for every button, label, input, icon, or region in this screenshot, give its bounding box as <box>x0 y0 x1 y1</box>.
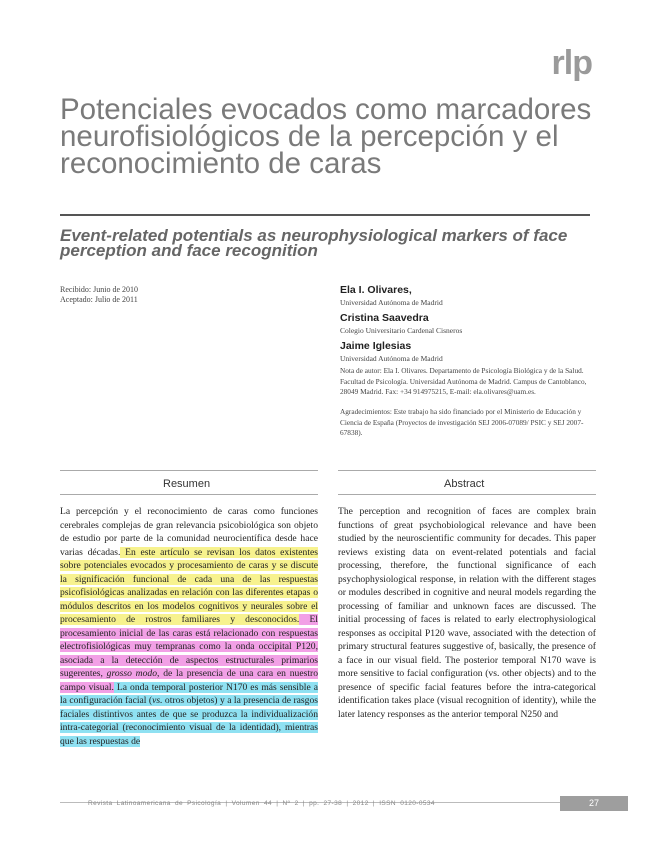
section-rule-bottom <box>60 494 318 495</box>
submission-dates <box>60 285 138 305</box>
title-divider <box>60 214 590 216</box>
author-affiliation: Universidad Autónoma de Madrid <box>340 298 443 307</box>
article-title-en: Event-related potentials as neurophysiological markers of face perception and face recognition <box>60 226 568 260</box>
author-name: Cristina Saavedra <box>340 312 429 324</box>
author-name: Jaime Iglesias <box>340 340 412 352</box>
abstract-heading: Abstract <box>444 478 485 490</box>
section-rule-top <box>338 470 596 471</box>
author-list <box>340 284 595 363</box>
accepted-date: Aceptado: Julio de 2011 <box>60 295 138 304</box>
author-name: Ela I. Olivares, <box>340 284 412 296</box>
author-affiliation: Colegio Universitario Cardenal Cisneros <box>340 326 463 335</box>
section-rule-bottom <box>338 494 596 495</box>
section-rule-top <box>60 470 318 471</box>
highlight-yellow: En este artículo se revisan los datos existentes sobre potenciales evocados y procesamiento de caras y se discute la significación funcional de cada una de las respuestas psicofisiológicas analizadas en relación con las diferentes etapas o módulos descritos en los modelos cognitivos y neurales sobre el procesamiento de rostros familiares y desconocidos. <box>60 546 318 625</box>
italic-term: grosso modo <box>106 668 158 679</box>
journal-citation: Revista Latinoamericana de Psicología | Volumen 44 | Nº 2 | pp. 27-38 | 2012 | ISSN 0120-0534 <box>88 800 435 807</box>
resumen-body <box>60 505 318 748</box>
page-number: 27 <box>560 796 628 811</box>
author-affiliation: Universidad Autónoma de Madrid <box>340 354 443 363</box>
resumen-text: El procesamiento inicial de las caras está relacionado con respuestas electrofisiológicas muy tempranas como la onda occipital P120, asociada a la detección de aspectos estructurales primarios sugerentes, <box>60 614 318 679</box>
author-note: Nota de autor: Ela I. Olivares. Departamento de Psicología Biológica y de la Salud. Facultad de Psicología. Universidad Autónoma de Madrid. Campus de Cantoblanco, 28049 Madrid. Fax: +34 914975215, E-mail: ela.olivares@uam.es. <box>340 366 587 396</box>
journal-logo: rlp <box>551 44 592 82</box>
abstract-body: The perception and recognition of faces are complex brain functions of great psychobiological relevance and have been studied by the neuroscientific community for decades. This paper reviews existing data on event-related potentials and facial processing, therefore, the functional significance of each psychophysiological response, in relation with the different stages or modules described in cognitive and neural models regarding the processing of familiar and unknown faces are discussed. The initial processing of faces is related to early electrophysiological responses as occipital P120 wave, associated with the detection of primary structural features suggestive of, basically, the presence of a face in our visual field. The posterior temporal N170 wave is more sensitive to facial configuration (vs. other objects) and to the presence of specific facial features before the intra-categorical identification takes place (visual recognition of identity), while the later latency responses as the anterior temporal N250 and <box>338 506 596 720</box>
resumen-heading: Resumen <box>163 478 211 490</box>
acknowledgments: Agradecimientos: Este trabajo ha sido financiado por el Ministerio de Educación y Ciencia de España (Proyectos de investigación SEJ 2006-07089/ PSIC y SEJ 2007-67838). <box>340 407 584 437</box>
received-date: Recibido: Junio de 2010 <box>60 285 138 294</box>
resumen-text: otros objetos) y a la presencia de rasgos faciales distintivos antes de que se produzca la individualización intra-categorial (reconocimiento visual de la identidad), mientras que las respuestas de <box>60 695 318 747</box>
resumen-text: , de la presencia de una cara en nuestro campo visual. <box>60 668 318 693</box>
resumen-text: La percepción y el reconocimiento de caras como funciones cerebrales complejas de gran relevancia psicobiológica son objeto de estudio por parte de la comunidad neurocientífica desde hace varias décadas. <box>60 506 318 558</box>
resumen-text: La onda temporal posterior N170 es más sensible a la configuración facial ( <box>60 681 318 706</box>
page-footer <box>0 796 650 812</box>
italic-term: vs. <box>152 695 163 706</box>
article-title-es: Potenciales evocados como marcadores neurofisiológicos de la percepción y el reconocimiento de caras <box>60 93 592 180</box>
